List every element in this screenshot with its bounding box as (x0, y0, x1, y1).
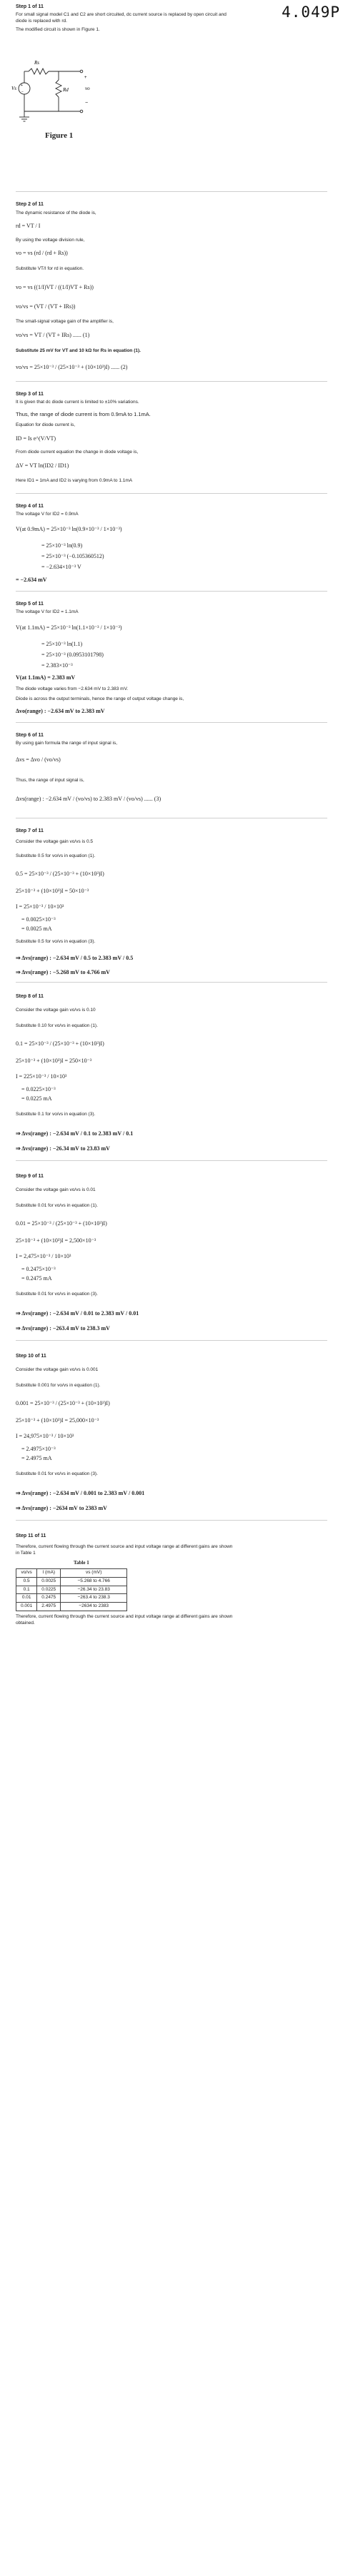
vo-plus: + (84, 76, 87, 80)
step-10-eq: I = 24,975×10⁻³ / 10×10³ (16, 1433, 74, 1439)
step-2-eq: vo/vs = VT / (VT + IRs) ...... (1) (16, 332, 90, 338)
vo-minus: − (85, 101, 89, 106)
step-7-eq: = 0.0025 mA (21, 926, 52, 932)
step-divider (16, 591, 327, 592)
step-9-text: Consider the voltage gain vo/vs is 0.01 (16, 1187, 96, 1192)
step-9-eq: I = 2,475×10⁻³ / 10×10³ (16, 1253, 71, 1259)
step-10-eq: 25×10⁻³ + (10×10³)I = 25,000×10⁻³ (16, 1417, 99, 1424)
step-5-eq: = 25×10⁻³ ln(1.1) (41, 641, 83, 647)
step-8-label: Step 8 of 11 (16, 994, 44, 999)
resistor-rs (29, 69, 49, 74)
page-number-corner: 4.049P (282, 4, 340, 21)
label-vs: Vs (11, 86, 16, 91)
step-7-eq: = 0.0025×10⁻³ (21, 916, 56, 923)
step-7-result: ⇒ Δvs(range) : −5.268 mV to 4.766 mV (16, 969, 110, 975)
step-3-text: Thus, the range of diode current is from 0.9mA to 1.1mA. (16, 411, 151, 417)
step-10-eq: ⇒ Δvs(range) : −2.634 mV / 0.001 to 2.383 mV / 0.001 (16, 1490, 145, 1496)
vs-minus: − (21, 90, 24, 94)
table-cell: 0.001 (16, 1603, 37, 1611)
step-9-eq: 0.01 = 25×10⁻³ / (25×10⁻³ + (10×10³)I) (16, 1220, 107, 1227)
figure-title: Figure 1 (45, 131, 74, 140)
step-10-text: Substitute 0.001 for vo/vs in equation (1). (16, 1383, 101, 1388)
step-divider (16, 381, 327, 382)
step-2-text: The dynamic resistance of the diode is, (16, 211, 96, 215)
step-10-eq: 0.001 = 25×10⁻³ / (25×10⁻³ + (10×10³)I) (16, 1400, 110, 1406)
step-10-text: Substitute 0.01 for vo/vs in equation (3). (16, 1471, 98, 1476)
step-divider (16, 1160, 327, 1161)
step-2-eq: rd = VT / I (16, 223, 41, 229)
vs-plus: + (21, 83, 23, 88)
step-4-eq: = 25×10⁻³ (−0.105360512) (41, 553, 104, 559)
circuit-figure (11, 51, 94, 130)
step-8-result: ⇒ Δvs(range) : −26.34 mV to 23.83 mV (16, 1145, 110, 1152)
step-5-result: Δvo(range) : −2.634 mV to 2.383 mV (16, 708, 105, 714)
step-4-eq: = 25×10⁻³ ln(0.9) (41, 542, 83, 549)
step-8-text: Substitute 0.1 for vo/vs in equation (3). (16, 1112, 96, 1117)
table-cell: 0.0225 (37, 1586, 61, 1594)
step-divider (16, 1520, 327, 1521)
table-cell: 0.1 (16, 1586, 37, 1594)
table-cell: −26.34 to 23.83 (61, 1586, 127, 1594)
closing-text: obtained. (16, 1621, 35, 1626)
step-6-text: By using gain formula the range of input signal is, (16, 741, 118, 746)
step-9-eq: 25×10⁻³ + (10×10³)I = 2,500×10⁻³ (16, 1237, 96, 1244)
step-10-label: Step 10 of 11 (16, 1354, 46, 1359)
step-5-text: The diode voltage varies from −2.634 mV to 2.383 mV. (16, 686, 129, 691)
resistor-rd (56, 80, 61, 97)
table-row (16, 1603, 127, 1611)
step-9-text: Substitute 0.01 for vo/vs in equation (3). (16, 1292, 98, 1297)
step-divider (16, 1340, 327, 1341)
step-10-eq: = 2.4975×10⁻³ (21, 1446, 56, 1452)
step-6-eq: Δvs = Δvo / (vo/vs) (16, 756, 61, 763)
step-6-text: Thus, the range of input signal is, (16, 778, 84, 783)
step-divider (16, 191, 327, 192)
table-cell: −2634 to 2383 (61, 1603, 127, 1611)
step-7-text: Substitute 0.5 for vo/vs in equation (3). (16, 939, 96, 944)
step-11-text: Therefore, current flowing through the current source and input voltage range at different gains are shown (16, 1544, 233, 1549)
step-4-result: = −2.634 mV (16, 577, 47, 583)
step-5-eq: = 25×10⁻³ (0.0953101798) (41, 651, 104, 658)
step-8-eq: = 0.0225 mA (21, 1095, 52, 1102)
step-divider (16, 722, 327, 723)
table-cell: 0.5 (16, 1577, 37, 1586)
step-1-text: For small signal model C1 and C2 are short circuited, dc current source is replaced by open circuit and (16, 12, 227, 17)
step-7-text: Substitute 0.5 for vo/vs in equation (1). (16, 853, 96, 858)
step-2-eq: vo/vs = 25×10⁻³ / (25×10⁻³ + (10×10³)I) ...... (2) (16, 364, 128, 370)
step-7-eq: I = 25×10⁻³ / 10×10³ (16, 903, 64, 910)
step-6-label: Step 6 of 11 (16, 733, 44, 738)
step-5-eq: V(at 1.1mA) = 25×10⁻³ ln(1.1×10⁻³ / 1×10⁻³) (16, 624, 122, 631)
step-9-eq: ⇒ Δvs(range) : −2.634 mV / 0.01 to 2.383 mV / 0.01 (16, 1310, 139, 1317)
step-8-eq: 25×10⁻³ + (10×10³)I = 250×10⁻³ (16, 1058, 92, 1064)
step-3-eq: ΔV = VT ln(ID2 / ID1) (16, 462, 69, 469)
step-8-eq: 0.1 = 25×10⁻³ / (25×10⁻³ + (10×10³)I) (16, 1040, 104, 1047)
step-3-eq: ID = Is e^(V/VT) (16, 435, 56, 442)
step-8-text: Consider the voltage gain vo/vs is 0.10 (16, 1008, 96, 1013)
label-rs: Rs (34, 60, 39, 66)
step-5-label: Step 5 of 11 (16, 602, 44, 607)
step-divider (16, 493, 327, 494)
step-2-text: The small-signal voltage gain of the amplifier is, (16, 319, 114, 324)
step-2-label: Step 2 of 11 (16, 202, 44, 207)
table-cell: 2.4975 (37, 1603, 61, 1611)
table-cell: 0.01 (16, 1594, 37, 1603)
table-cell: −263.4 to 238.3 (61, 1594, 127, 1603)
step-7-text: Consider the voltage gain vo/vs is 0.5 (16, 839, 94, 844)
step-3-text: From diode current equation the change in diode voltage is, (16, 450, 139, 455)
table-cell: 0.2475 (37, 1594, 61, 1603)
step-5-result: V(at 1.1mA) = 2.383 mV (16, 674, 76, 681)
step-1-text: The modified circuit is shown in Figure 1. (16, 27, 100, 32)
step-5-text: The voltage V for ID2 = 1.1mA (16, 609, 79, 614)
table-caption: Table 1 (74, 1560, 89, 1566)
step-9-eq: = 0.2475×10⁻³ (21, 1266, 56, 1272)
table-cell: −5.268 to 4.766 (61, 1577, 127, 1586)
step-10-eq: = 2.4975 mA (21, 1455, 52, 1461)
step-7-label: Step 7 of 11 (16, 828, 44, 833)
step-10-result: ⇒ Δvs(range) : −2634 mV to 2383 mV (16, 1505, 107, 1511)
table-header: vs (mV) (61, 1569, 127, 1578)
label-rd: Rd (63, 87, 69, 93)
step-3-text: Equation for diode current is, (16, 422, 76, 427)
step-10-text: Consider the voltage gain vo/vs is 0.001 (16, 1367, 99, 1372)
table-row (16, 1594, 127, 1603)
step-2-text: By using the voltage division rule, (16, 238, 85, 243)
step-3-text: It is given that dc diode current is limited to ±10% variations. (16, 400, 139, 405)
step-3-text: Here ID1 = 1mA and ID2 is varying from 0.9mA to 1.1mA (16, 478, 133, 483)
step-7-eq: 0.5 = 25×10⁻³ / (25×10⁻³ + (10×10³)I) (16, 871, 104, 877)
step-2-text: Substitute 25 mV for VT and 10 kΩ for Rs in equation (1). (16, 348, 141, 353)
step-11-text: in Table 1 (16, 1551, 36, 1556)
step-4-eq: V(at 0.9mA) = 25×10⁻³ ln(0.9×10⁻³ / 1×10⁻³) (16, 526, 122, 532)
step-8-eq: I = 225×10⁻³ / 10×10³ (16, 1073, 67, 1080)
step-8-text: Substitute 0.10 for vo/vs in equation (1). (16, 1023, 98, 1028)
label-vo: vo (85, 86, 90, 91)
step-5-text: Diode is across the output terminals, hence the range of output voltage change is, (16, 696, 184, 701)
step-9-label: Step 9 of 11 (16, 1174, 44, 1179)
step-8-eq: ⇒ Δvs(range) : −2.634 mV / 0.1 to 2.383 mV / 0.1 (16, 1130, 134, 1137)
step-2-eq: vo = vs (rd / (rd + Rs)) (16, 250, 68, 256)
step-5-eq: = 2.383×10⁻³ (41, 662, 73, 669)
step-2-eq: vo = vs ((1/I)VT / ((1/I)VT + Rs)) (16, 284, 94, 290)
step-7-eq: ⇒ Δvs(range) : −2.634 mV / 0.5 to 2.383 mV / 0.5 (16, 955, 134, 961)
step-9-eq: = 0.2475 mA (21, 1275, 52, 1282)
step-3-label: Step 3 of 11 (16, 392, 44, 397)
step-1-text: diode is replaced with rd. (16, 19, 67, 24)
step-9-result: ⇒ Δvs(range) : −263.4 mV to 238.3 mV (16, 1325, 110, 1332)
step-2-eq: vo/vs = (VT / (VT + IRs)) (16, 303, 76, 310)
results-table (16, 1568, 127, 1611)
step-6-eq: Δvs(range) : −2.634 mV / (vo/vs) to 2.383 mV / (vo/vs) ...... (3) (16, 796, 161, 802)
step-4-label: Step 4 of 11 (16, 504, 44, 509)
step-4-eq: = −2.634×10⁻³ V (41, 564, 81, 570)
table-cell: 0.0025 (37, 1577, 61, 1586)
step-11-label: Step 11 of 11 (16, 1533, 46, 1538)
step-1-label: Step 1 of 11 (16, 4, 44, 9)
table-row (16, 1577, 127, 1586)
table-header: vo/vs (16, 1569, 37, 1578)
step-2-text: Substitute VT/I for rd in equation. (16, 266, 84, 271)
table-row (16, 1586, 127, 1594)
step-4-text: The voltage V for ID2 = 0.9mA (16, 512, 79, 517)
closing-text: Therefore, current flowing through the current source and input voltage range at different gains are shown (16, 1614, 233, 1619)
step-7-eq: 25×10⁻³ + (10×10³)I = 50×10⁻³ (16, 888, 89, 894)
table-header: I (mA) (37, 1569, 61, 1578)
step-8-eq: = 0.0225×10⁻³ (21, 1086, 56, 1092)
step-9-text: Substitute 0.01 for vo/vs in equation (1). (16, 1203, 98, 1208)
step-divider (16, 982, 327, 983)
